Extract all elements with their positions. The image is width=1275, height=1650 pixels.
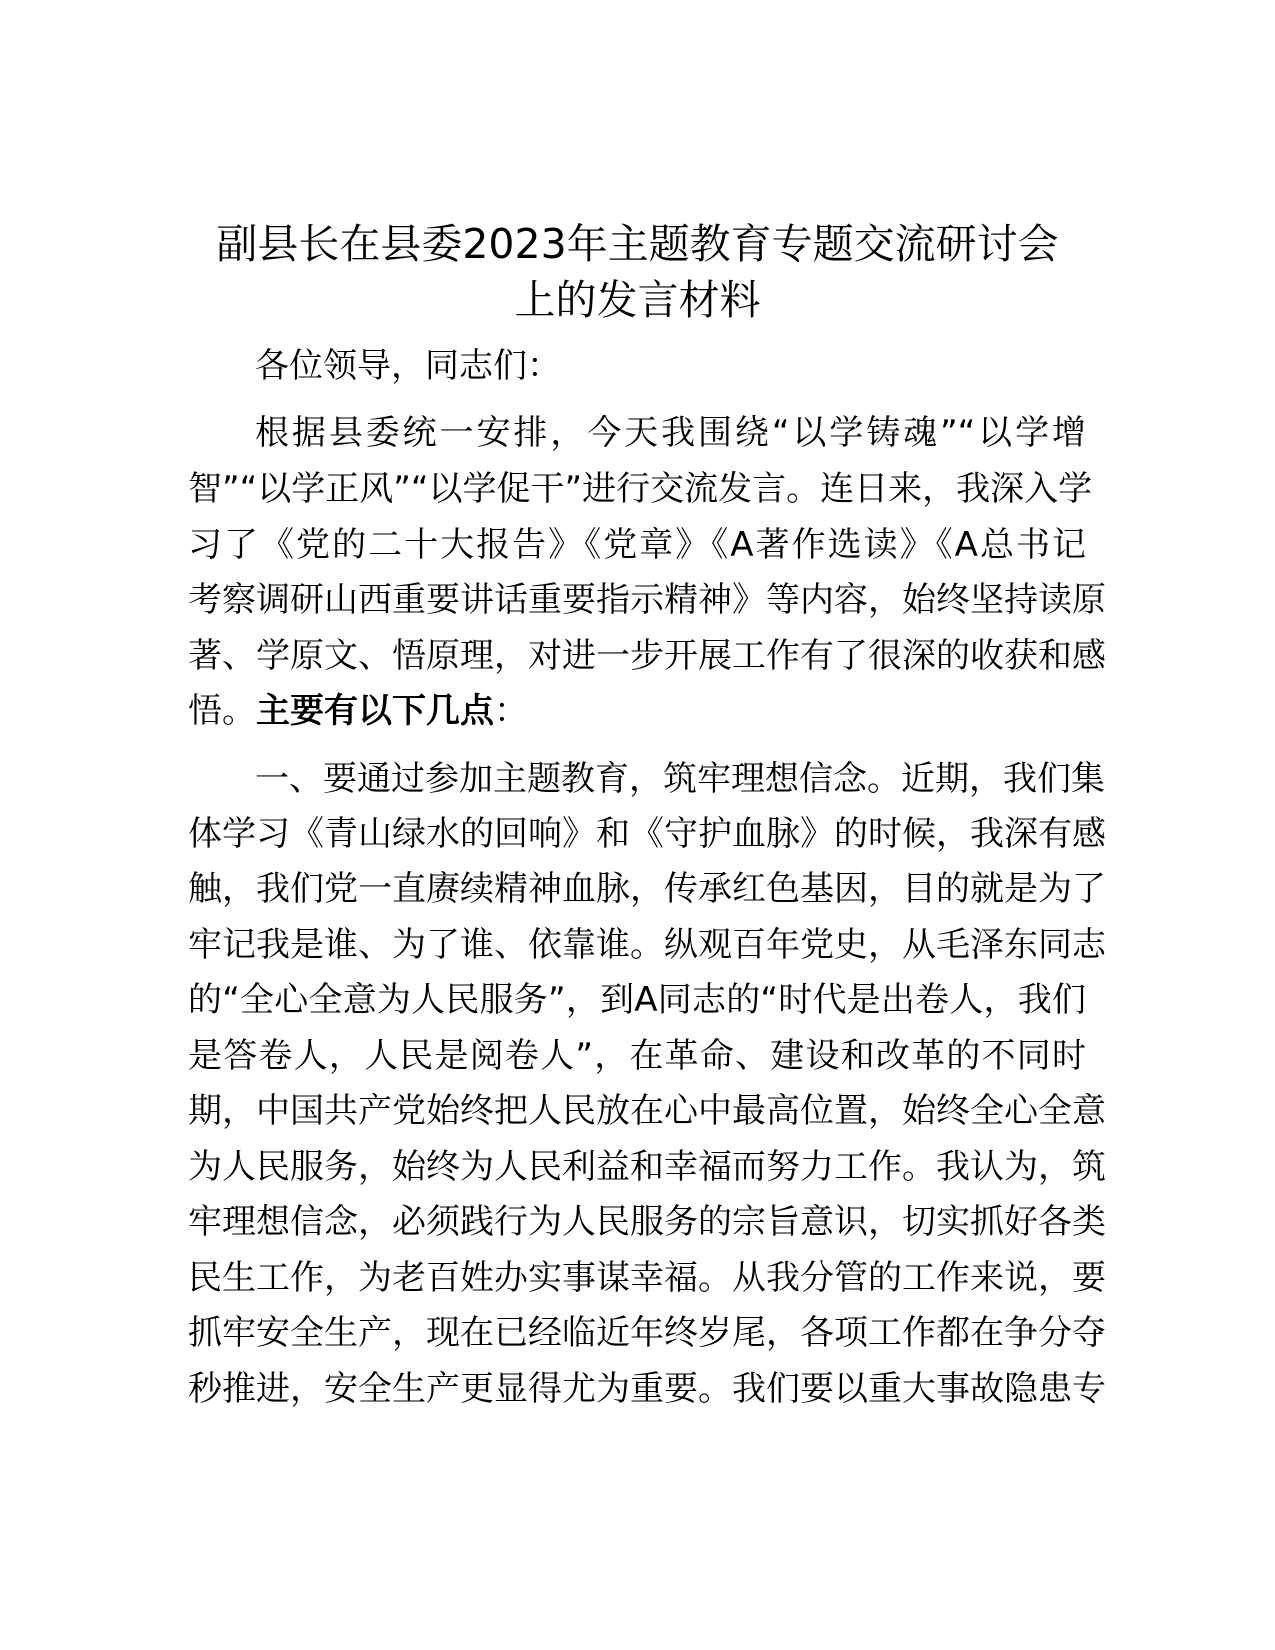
section-1-line: 触，我们党一直赓续精神血脉，传承红色基因，目的就是为了 — [188, 869, 1106, 909]
intro-line: 根据县委统一安排，今天我围绕“以学铸魂”“以学增 — [255, 413, 1086, 453]
section-1-line: 为人民服务，始终为人民利益和幸福而努力工作。我认为，筑 — [188, 1147, 1106, 1187]
document-title-line-1: 副县长在县委2023年主题教育专题交流研讨会 — [216, 220, 1059, 268]
intro-line: 智”“以学正风”“以学促干”进行交流发言。连日来，我深入学 — [188, 469, 1093, 509]
intro-last-line — [188, 689, 528, 733]
intro-last-bold: 主要有以下几点 — [256, 691, 494, 731]
salutation: 各位领导，同志们： — [255, 346, 561, 386]
section-1-line: 一、要通过参加主题教育，筑牢理想信念。近期，我们集 — [255, 759, 1105, 799]
intro-last-tail: ： — [494, 691, 528, 731]
section-1-line: 抓牢安全生产，现在已经临近年终岁尾，各项工作都在争分夺 — [188, 1313, 1106, 1353]
section-1-line: 期，中国共产党始终把人民放在心中最高位置，始终全心全意 — [188, 1091, 1106, 1131]
intro-last-plain: 悟。 — [188, 691, 256, 731]
intro-line: 考察调研山西重要讲话重要指示精神》等内容，始终坚持读原 — [188, 580, 1106, 620]
document-title-line-2: 上的发言材料 — [514, 276, 761, 324]
intro-line: 著、学原文、悟原理，对进一步开展工作有了很深的收获和感 — [188, 636, 1106, 676]
intro-line: 习了《党的二十大报告》《党章》《A著作选读》《A总书记 — [188, 525, 1087, 565]
section-1-line: 牢记我是谁、为了谁、依靠谁。纵观百年党史，从毛泽东同志 — [188, 925, 1106, 965]
section-1-line: 秒推进，安全生产更显得尤为重要。我们要以重大事故隐患专 — [188, 1369, 1106, 1409]
section-1-line: 体学习《青山绿水的回响》和《守护血脉》的时候，我深有感 — [188, 814, 1106, 854]
section-1-line: 是答卷人，人民是阅卷人”，在革命、建设和改革的不同时 — [188, 1036, 1086, 1076]
section-1-line: 民生工作，为老百姓办实事谋幸福。从我分管的工作来说，要 — [188, 1258, 1106, 1298]
section-1-line: 牢理想信念，必须践行为人民服务的宗旨意识，切实抓好各类 — [188, 1202, 1106, 1242]
section-1-line: 的“全心全意为人民服务”，到A同志的“时代是出卷人，我们 — [188, 980, 1086, 1020]
